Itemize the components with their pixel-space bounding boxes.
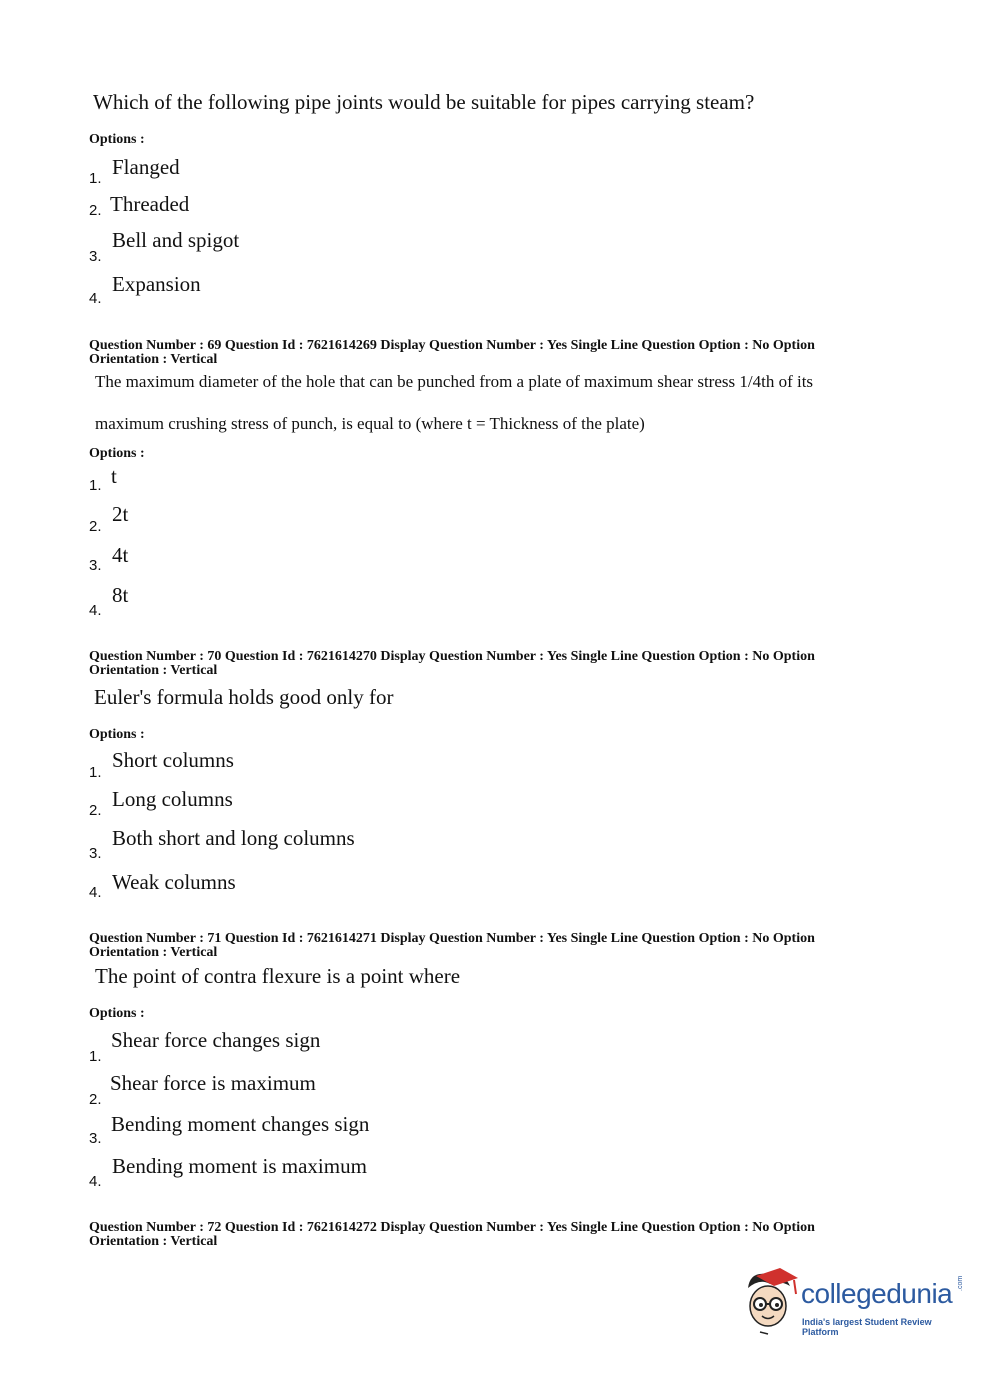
option-text: t (111, 464, 117, 488)
options-label: Options : (89, 1006, 145, 1021)
option-number: 2. (89, 1091, 102, 1108)
collegedunia-logo (740, 1268, 970, 1338)
question-meta: Question Number : 71 Question Id : 7621614271 Display Question Number : Yes Single Line Question Option : No Option (89, 931, 815, 946)
option-text: Shear force changes sign (111, 1028, 321, 1052)
option-number: 4. (89, 884, 102, 901)
option-number: 3. (89, 557, 102, 574)
logo-tagline: India's largest Student Review Platform (802, 1317, 932, 1337)
option-text: Short columns (112, 748, 234, 772)
option-number: 4. (89, 602, 102, 619)
option-text: Shear force is maximum (110, 1071, 316, 1095)
question-meta-orientation: Orientation : Vertical (89, 663, 218, 678)
option-number: 4. (89, 1173, 102, 1190)
question-text: The maximum diameter of the hole that can be punched from a plate of maximum shear stress 1/4th of its (95, 372, 814, 391)
option-text: Long columns (112, 787, 233, 811)
option-text: Threaded (110, 192, 190, 216)
question-meta: Question Number : 72 Question Id : 7621614272 Display Question Number : Yes Single Line Question Option : No Option (89, 1220, 815, 1235)
option-number: 1. (89, 170, 102, 187)
option-number: 3. (89, 845, 102, 862)
question-meta: Question Number : 69 Question Id : 7621614269 Display Question Number : Yes Single Line Question Option : No Option (89, 338, 815, 353)
option-number: 2. (89, 518, 102, 535)
option-text: Both short and long columns (112, 826, 355, 850)
question-meta-orientation: Orientation : Vertical (89, 352, 218, 367)
option-text: Flanged (112, 155, 180, 179)
question-meta-orientation: Orientation : Vertical (89, 1234, 218, 1249)
option-text: Bell and spigot (112, 228, 240, 252)
question-meta-orientation: Orientation : Vertical (89, 945, 218, 960)
question-text: Euler's formula holds good only for (94, 685, 394, 709)
option-number: 1. (89, 477, 102, 494)
option-text: Bending moment is maximum (112, 1154, 367, 1178)
option-text: 8t (112, 583, 129, 607)
question-text: Which of the following pipe joints would be suitable for pipes carrying steam? (93, 90, 755, 114)
logo-wordmark: collegedunia (801, 1278, 953, 1309)
option-text: Weak columns (112, 870, 236, 894)
option-text: Expansion (112, 272, 201, 296)
option-number: 2. (89, 802, 102, 819)
option-number: 1. (89, 764, 102, 781)
logo-domain-suffix: .com (957, 1275, 964, 1291)
option-number: 3. (89, 1130, 102, 1147)
option-text: Bending moment changes sign (111, 1112, 370, 1136)
option-number: 3. (89, 248, 102, 265)
options-label: Options : (89, 446, 145, 461)
option-number: 1. (89, 1048, 102, 1065)
option-number: 2. (89, 202, 102, 219)
option-number: 4. (89, 290, 102, 307)
option-text: 4t (112, 543, 129, 567)
mascot-icon (740, 1268, 800, 1338)
question-text: The point of contra flexure is a point where (95, 964, 461, 988)
options-label: Options : (89, 132, 145, 147)
option-text: 2t (112, 502, 129, 526)
question-meta: Question Number : 70 Question Id : 7621614270 Display Question Number : Yes Single Line Question Option : No Option (89, 649, 815, 664)
question-text-continued: maximum crushing stress of punch, is equal to (where t = Thickness of the plate) (95, 414, 645, 433)
options-label: Options : (89, 727, 145, 742)
